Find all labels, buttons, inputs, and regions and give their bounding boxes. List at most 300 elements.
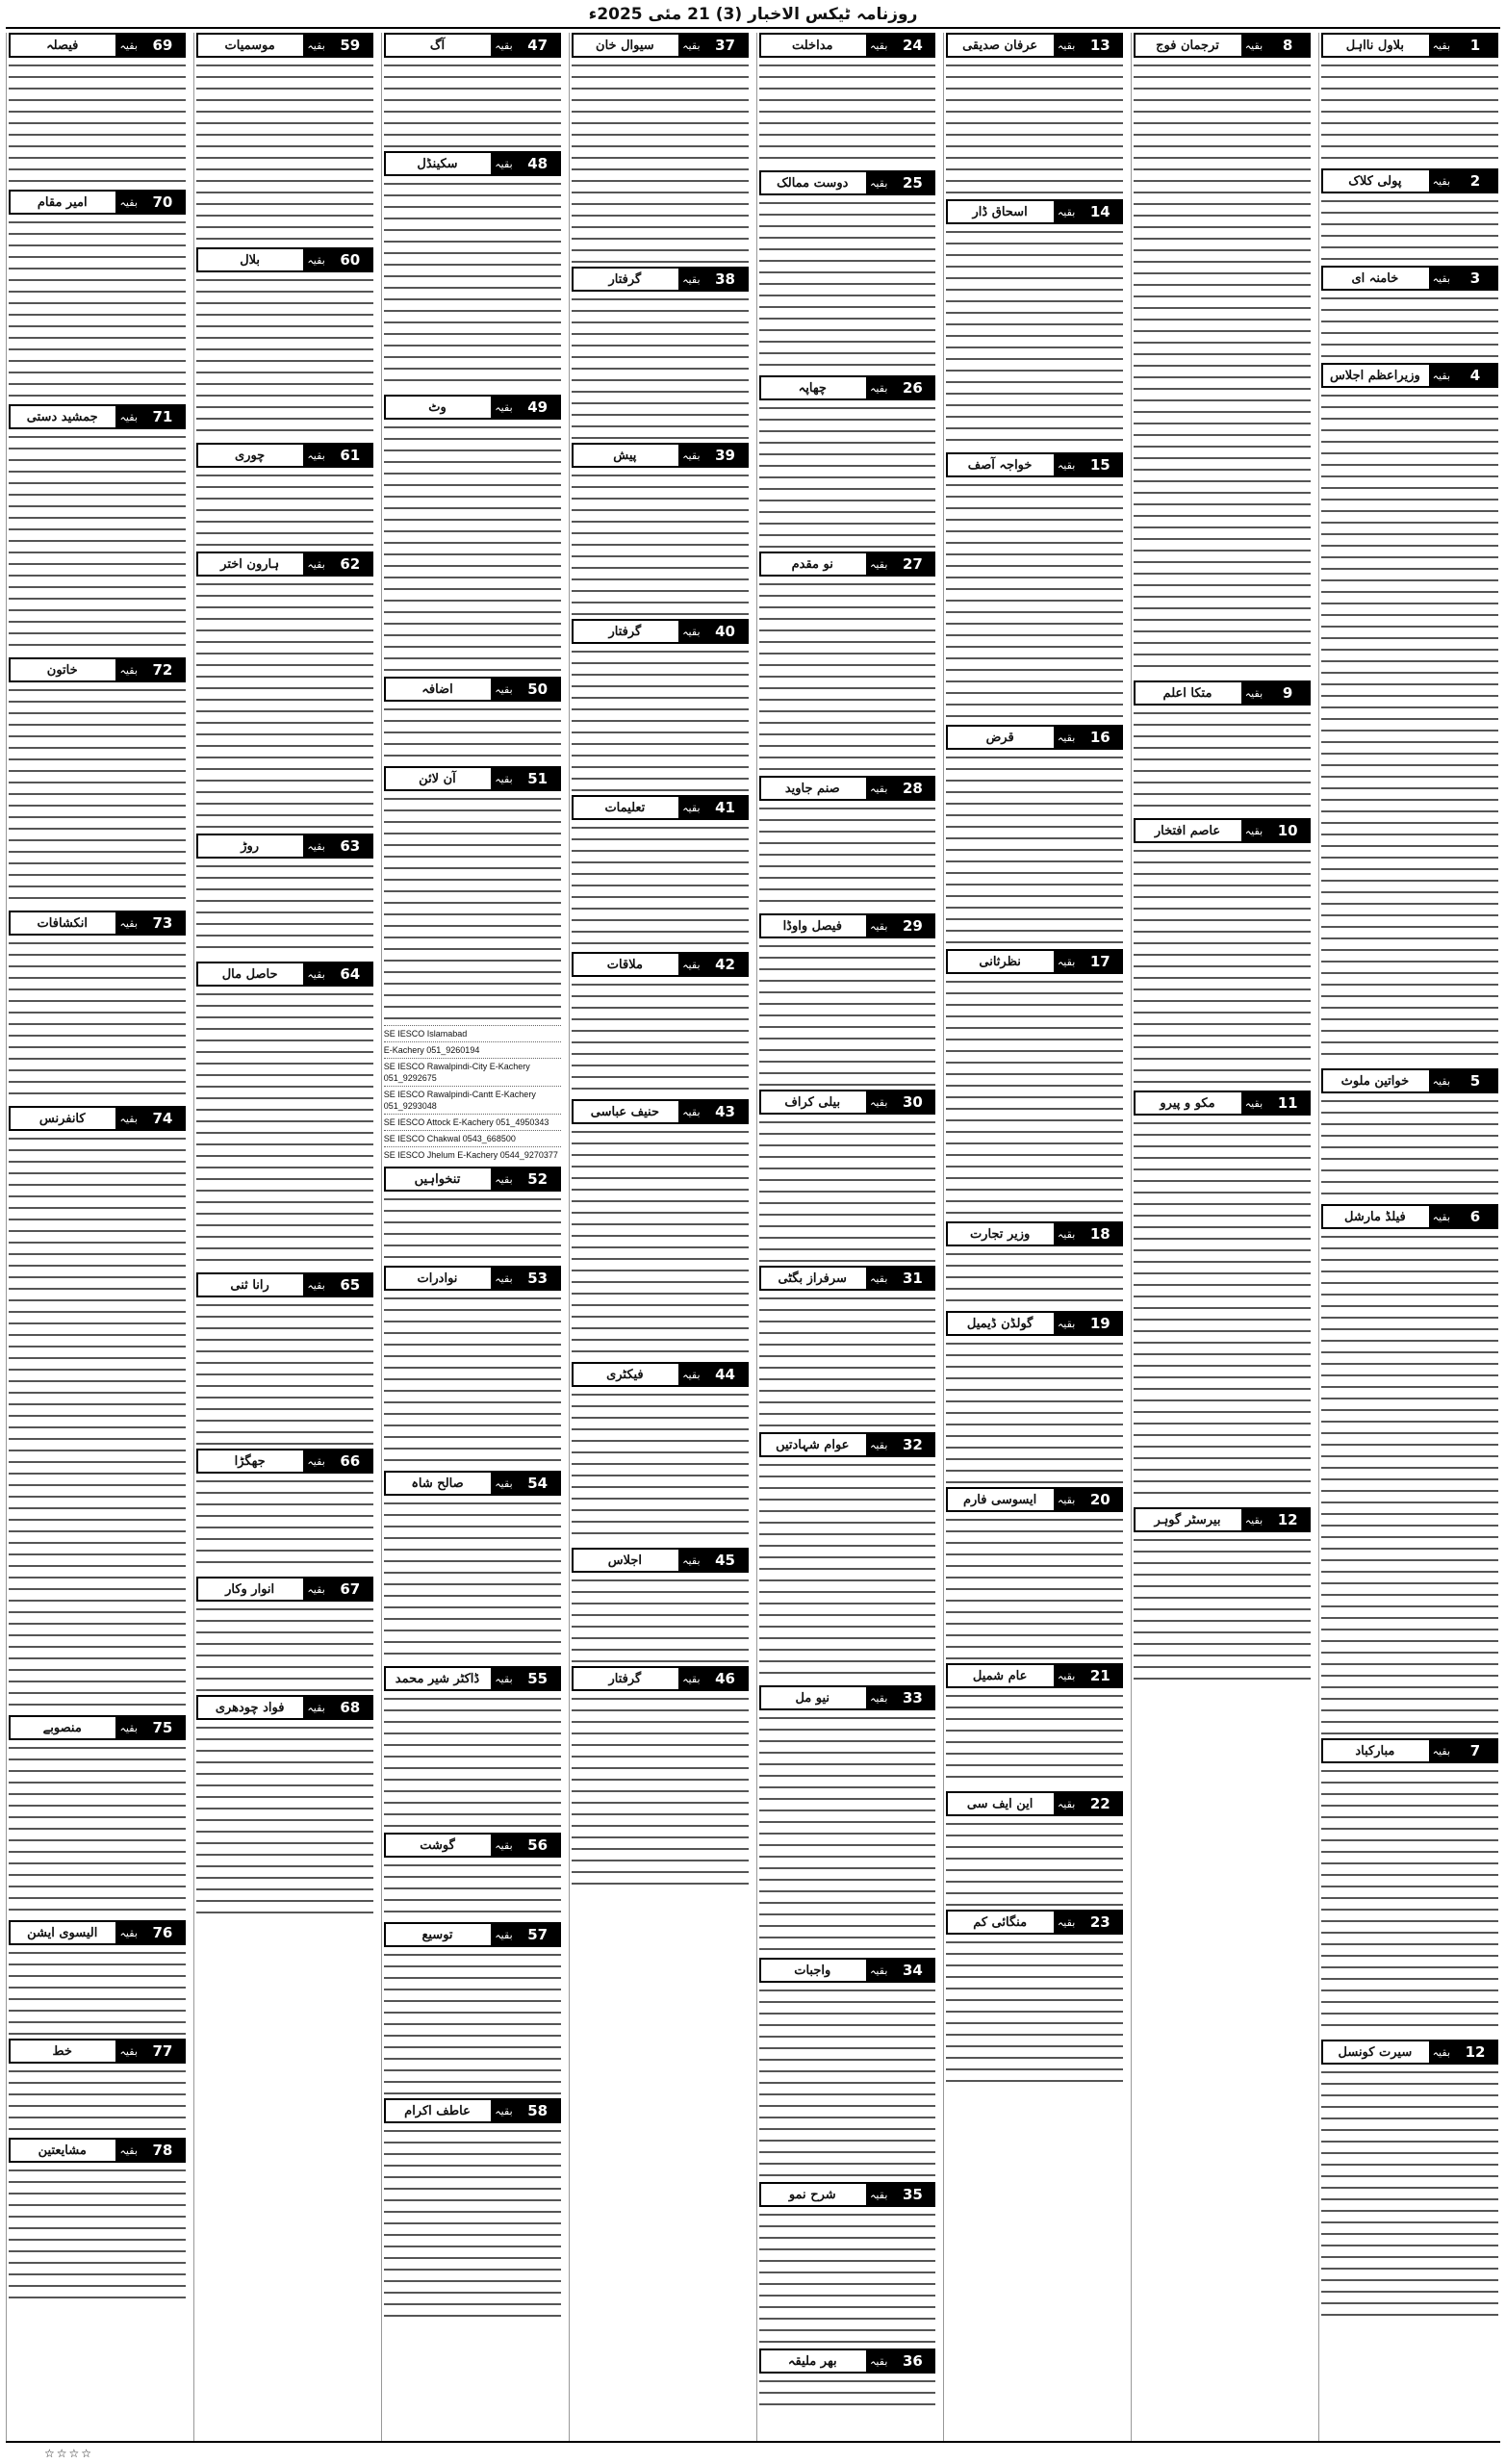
continued-tag: بقیہ (676, 1364, 703, 1385)
story-header (9, 33, 186, 58)
story-block (759, 2348, 936, 2405)
continued-tag: بقیہ (1427, 2041, 1454, 2063)
story-body (1134, 1535, 1311, 1689)
story-block (384, 677, 561, 762)
story-body (9, 1743, 186, 1916)
story-block (9, 404, 186, 654)
story-title: واجبات (794, 1963, 831, 1978)
story-title: بلال (240, 252, 261, 268)
story-header (946, 1663, 1123, 1688)
story-body (384, 705, 561, 762)
story-body (946, 1938, 1123, 2092)
story-number: 42 (704, 954, 747, 975)
story-title: عاطف اکرام (404, 2103, 471, 2118)
story-body (572, 1694, 749, 1886)
continued-tag: بقیہ (489, 153, 516, 174)
story-block (759, 1685, 936, 1954)
story-number: 45 (704, 1550, 747, 1571)
story-body (196, 1300, 373, 1445)
story-body (572, 823, 749, 948)
continued-tag: بقیہ (489, 768, 516, 789)
story-block (1134, 680, 1311, 814)
story-body (759, 804, 936, 910)
story-header (946, 199, 1123, 224)
story-body (384, 1694, 561, 1829)
story-title: خواتین ملوث (1340, 1073, 1410, 1089)
continued-tag: بقیہ (114, 912, 140, 934)
continued-tag: بقیہ (301, 35, 328, 56)
story-number: 36 (891, 2350, 933, 2372)
continued-tag: بقیہ (114, 2040, 140, 2062)
story-block (572, 267, 749, 439)
story-title: ملاقات (606, 957, 643, 972)
story-header (759, 2182, 936, 2207)
story-number: 39 (704, 445, 747, 466)
story-block (572, 619, 749, 791)
story-title: مکو و پیرو (1160, 1095, 1215, 1111)
story-block (196, 1449, 373, 1573)
story-body (196, 861, 373, 958)
story-body (196, 1476, 373, 1573)
story-body (759, 1713, 936, 1954)
dateline: روزنامہ ٹیکس الاخبار (3) 21 مئی 2025ء (6, 0, 1500, 29)
story-block (572, 443, 749, 615)
story-title: وزیر تجارت (969, 1226, 1031, 1242)
story-header (1321, 2040, 1498, 2065)
story-body (946, 1515, 1123, 1659)
story-block (759, 1432, 936, 1681)
story-title: مشایعتین (38, 2143, 87, 2158)
story-body (759, 941, 936, 1086)
story-body (196, 579, 373, 830)
story-title: سیوال خان (596, 38, 654, 53)
story-block (384, 151, 561, 391)
continued-tag: بقیہ (864, 172, 891, 193)
story-header (1134, 1091, 1311, 1116)
continued-tag: بقیہ (114, 1717, 140, 1738)
story-header (572, 795, 749, 820)
story-number: 15 (1079, 454, 1121, 475)
continued-tag: بقیہ (1052, 1489, 1079, 1510)
story-title: ڈاکٹر شیر محمد (395, 1671, 480, 1686)
continued-tag: بقیہ (1427, 35, 1454, 56)
continued-tag: بقیہ (114, 192, 140, 213)
story-header (759, 1090, 936, 1115)
story-title: عام شمیل (972, 1668, 1028, 1683)
story-number: 22 (1079, 1793, 1121, 1814)
continued-tag: بقیہ (301, 445, 328, 466)
story-header (1321, 168, 1498, 193)
story-body (759, 2210, 936, 2345)
continued-tag: بقیہ (301, 1450, 328, 1472)
story-body (1321, 294, 1498, 359)
story-title: فواد چودھری (215, 1700, 285, 1715)
story-header (9, 911, 186, 936)
story-number: 30 (891, 1091, 933, 1113)
story-body (572, 61, 749, 263)
story-body (1134, 1118, 1311, 1503)
story-number: 66 (329, 1450, 371, 1472)
story-block (384, 1266, 561, 1467)
story-block (572, 1548, 749, 1662)
story-block (384, 1471, 561, 1662)
story-header (384, 1666, 561, 1691)
story-block (1134, 818, 1311, 1087)
story-body (946, 480, 1123, 721)
story-header (759, 1432, 936, 1457)
story-title: خواجہ آصف (967, 457, 1033, 473)
continued-tag: بقیہ (1427, 170, 1454, 192)
story-header (1134, 33, 1311, 58)
story-body (196, 1723, 373, 1915)
story-number: 29 (891, 915, 933, 937)
story-number: 35 (891, 2184, 933, 2205)
story-body (9, 218, 186, 400)
story-number: 75 (141, 1717, 184, 1738)
story-title: ایسوسی فارم (962, 1492, 1037, 1507)
story-block (1134, 33, 1311, 677)
story-title: انکشافات (37, 915, 88, 931)
story-title: عرفان صدیقی (962, 38, 1038, 53)
story-title: رانا ثنی (230, 1277, 269, 1293)
story-body (384, 1194, 561, 1262)
story-title: موسمیات (224, 38, 275, 53)
continued-tag: بقیہ (489, 397, 516, 418)
story-title: فیصل واوڈا (782, 918, 842, 934)
story-header (1134, 1507, 1311, 1532)
story-number: 73 (141, 912, 184, 934)
continued-tag: بقیہ (1427, 1740, 1454, 1761)
story-title: فیکٹری (606, 1367, 644, 1382)
story-header (759, 170, 936, 195)
story-body (9, 432, 186, 654)
news-column (193, 33, 375, 2441)
story-number: 53 (517, 1268, 559, 1289)
story-number: 23 (1079, 1912, 1121, 1933)
continued-tag: بقیہ (1052, 1912, 1079, 1933)
story-body (946, 977, 1123, 1218)
story-header (572, 952, 749, 977)
story-title: انوار وکار (225, 1581, 275, 1597)
story-number: 32 (891, 1434, 933, 1455)
contact-line: SE IESCO Jhelum E-Kachery 0544_9270377 (384, 1146, 561, 1163)
continued-tag: بقیہ (1239, 35, 1266, 56)
continued-tag: بقیہ (1427, 365, 1454, 386)
story-number: 16 (1079, 727, 1121, 748)
story-number: 38 (704, 269, 747, 290)
contact-line: SE IESCO Rawalpindi-City E-Kachery 051_9292675 (384, 1058, 561, 1086)
story-number: 14 (1079, 201, 1121, 222)
story-title: گرفتار (608, 624, 642, 639)
story-block (9, 911, 186, 1102)
story-number: 2 (1454, 170, 1496, 192)
continued-tag: بقیہ (301, 835, 328, 857)
story-header (1321, 266, 1498, 291)
story-body (946, 1691, 1123, 1787)
story-number: 12 (1266, 1509, 1309, 1530)
continued-tag: بقیہ (114, 659, 140, 680)
story-number: 12 (1454, 2041, 1496, 2063)
story-title: سرفراز بگٹی (778, 1270, 847, 1286)
story-header (1321, 33, 1498, 58)
story-title: صالح شاہ (411, 1476, 464, 1491)
contact-line: SE IESCO Chakwal 0543_668500 (384, 1130, 561, 1146)
continued-tag: بقیہ (301, 1578, 328, 1600)
story-number: 8 (1266, 35, 1309, 56)
story-number: 48 (517, 153, 559, 174)
story-block (9, 657, 186, 907)
story-header (384, 677, 561, 702)
continued-tag: بقیہ (1052, 201, 1079, 222)
story-title: بلاول نااہل (1345, 38, 1404, 53)
continued-tag: بقیہ (489, 1835, 516, 1856)
story-header (759, 33, 936, 58)
continued-tag: بقیہ (1052, 1665, 1079, 1686)
story-header (1321, 1204, 1498, 1229)
story-number: 9 (1266, 682, 1309, 704)
story-number: 1 (1454, 35, 1496, 56)
story-title: سیرت کونسل (1338, 2044, 1413, 2060)
story-title: آگ (429, 38, 446, 53)
story-header (759, 552, 936, 577)
news-column (569, 33, 751, 2441)
continued-tag: بقیہ (864, 377, 891, 398)
story-block (946, 725, 1123, 945)
story-title: آن لائن (419, 771, 456, 786)
story-block (196, 962, 373, 1269)
story-number: 57 (517, 1924, 559, 1945)
story-block (572, 1099, 749, 1358)
story-title: اسحاق ڈار (972, 204, 1028, 219)
story-body (1134, 61, 1311, 677)
story-header (946, 1910, 1123, 1935)
story-body (9, 1948, 186, 2035)
story-body (9, 1134, 186, 1711)
story-title: سکینڈل (417, 156, 458, 171)
story-body (572, 295, 749, 439)
continued-tag: بقیہ (301, 963, 328, 985)
story-title: نظرثانی (979, 954, 1021, 969)
story-title: اجلاس (607, 1553, 642, 1568)
story-block (946, 1311, 1123, 1483)
story-number: 69 (141, 35, 184, 56)
story-header (196, 834, 373, 859)
story-header (384, 1167, 561, 1192)
story-title: امیر مقام (37, 194, 88, 210)
story-title: قرض (985, 730, 1014, 745)
story-title: عاصم افتخار (1154, 823, 1221, 838)
story-block (1321, 363, 1498, 1065)
continued-tag: بقیہ (489, 35, 516, 56)
story-block (946, 452, 1123, 721)
continued-tag: بقیہ (864, 35, 891, 56)
story-header (384, 1266, 561, 1291)
continued-tag: بقیہ (1052, 1313, 1079, 1334)
story-title: نو مقدم (791, 556, 833, 572)
continued-tag: بقیہ (676, 1550, 703, 1571)
story-number: 59 (329, 35, 371, 56)
story-header (946, 1487, 1123, 1512)
story-number: 64 (329, 963, 371, 985)
story-title: فیصلہ (46, 38, 79, 53)
story-block (384, 395, 561, 673)
story-block (759, 2182, 936, 2345)
story-body (759, 61, 936, 167)
news-column (756, 33, 938, 2441)
story-header (759, 1685, 936, 1710)
story-header (759, 375, 936, 400)
story-body (384, 1294, 561, 1467)
continued-tag: بقیہ (864, 1687, 891, 1708)
story-title: نوادرات (417, 1270, 458, 1286)
continued-tag: بقیہ (864, 1268, 891, 1289)
story-header (9, 1715, 186, 1740)
story-header (759, 2348, 936, 2374)
continued-tag: بقیہ (676, 954, 703, 975)
story-title: پیش (613, 448, 637, 463)
story-header (196, 247, 373, 272)
story-body (9, 2066, 186, 2134)
story-title: حنیف عباسی (590, 1104, 659, 1119)
story-title: اضافہ (421, 681, 453, 697)
story-block (9, 1715, 186, 1916)
story-header (384, 2098, 561, 2123)
story-number: 76 (141, 1922, 184, 1943)
story-body (9, 938, 186, 1102)
story-title: عوام شہادتیں (776, 1437, 850, 1452)
story-body (946, 753, 1123, 945)
story-header (9, 190, 186, 215)
story-block (1321, 266, 1498, 359)
story-block (9, 2138, 186, 2300)
continued-tag: بقیہ (1052, 35, 1079, 56)
story-number: 24 (891, 35, 933, 56)
story-title: ہارون اختر (220, 556, 280, 572)
story-header (946, 725, 1123, 750)
story-title: گرفتار (608, 1671, 642, 1686)
continued-tag: بقیہ (676, 621, 703, 642)
story-header (384, 1471, 561, 1496)
story-body (759, 1986, 936, 2178)
story-block (759, 1266, 936, 1428)
story-number: 17 (1079, 951, 1121, 972)
contact-line: SE IESCO Islamabad (384, 1025, 561, 1041)
story-header (572, 619, 749, 644)
continued-tag: بقیہ (114, 35, 140, 56)
story-number: 63 (329, 835, 371, 857)
story-block (1321, 1068, 1498, 1200)
story-number: 37 (704, 35, 747, 56)
continued-tag: بقیہ (301, 249, 328, 270)
story-number: 61 (329, 445, 371, 466)
story-title: خامنہ ای (1351, 270, 1399, 286)
story-body (1321, 61, 1498, 165)
story-block (572, 795, 749, 948)
story-body (1321, 391, 1498, 1065)
story-columns (6, 33, 1500, 2441)
story-block (946, 1663, 1123, 1787)
story-number: 25 (891, 172, 933, 193)
continued-tag: بقیہ (1427, 1070, 1454, 1091)
story-header (572, 443, 749, 468)
story-header (196, 1272, 373, 1297)
story-title: متکا اعلم (1162, 685, 1212, 701)
story-body (196, 471, 373, 548)
story-block (9, 190, 186, 400)
story-title: منصوبے (42, 1720, 82, 1735)
story-block (196, 247, 373, 439)
story-header (946, 949, 1123, 974)
story-block (1134, 1091, 1311, 1503)
story-body (196, 275, 373, 439)
story-title: وٹ (428, 399, 447, 415)
story-body (759, 198, 936, 372)
story-body (384, 61, 561, 147)
story-number: 70 (141, 192, 184, 213)
story-title: گرفتار (608, 271, 642, 287)
story-header (572, 1548, 749, 1573)
story-body (946, 1249, 1123, 1307)
story-block (946, 1910, 1123, 2092)
story-body (946, 61, 1123, 195)
story-header (946, 1791, 1123, 1816)
continued-tag: بقیہ (1239, 1092, 1266, 1114)
story-number: 33 (891, 1687, 933, 1708)
continued-tag: بقیہ (864, 915, 891, 937)
news-column (381, 33, 563, 2441)
contact-line: SE IESCO Rawalpindi-Cantt E-Kachery 051_9293048 (384, 1086, 561, 1114)
story-body (572, 1576, 749, 1662)
story-number: 65 (329, 1274, 371, 1296)
story-number: 40 (704, 621, 747, 642)
story-block (196, 33, 373, 244)
story-block (196, 1577, 373, 1691)
story-block (196, 1695, 373, 1915)
continued-tag: بقیہ (864, 1091, 891, 1113)
story-body (759, 2376, 936, 2405)
story-block (196, 834, 373, 958)
continued-tag: بقیہ (1427, 268, 1454, 289)
story-block (572, 33, 749, 263)
continued-tag: بقیہ (676, 1101, 703, 1122)
story-header (946, 452, 1123, 477)
story-number: 41 (704, 797, 747, 818)
story-title: تنخواہیں (414, 1171, 461, 1187)
story-body (572, 647, 749, 791)
story-block (946, 199, 1123, 449)
story-body (9, 61, 186, 186)
story-title: نیو مل (795, 1690, 830, 1706)
story-title: این ایف سی (966, 1796, 1034, 1811)
story-number: 72 (141, 659, 184, 680)
continued-tag: بقیہ (489, 2100, 516, 2121)
story-body (384, 794, 561, 1025)
story-number: 3 (1454, 268, 1496, 289)
story-number: 67 (329, 1578, 371, 1600)
story-title: گولڈن ڈیمیل (966, 1316, 1034, 1331)
continued-tag: بقیہ (864, 553, 891, 575)
story-number: 55 (517, 1668, 559, 1689)
story-title: تعلیمات (604, 800, 646, 815)
page-footer: ☆☆☆☆ (6, 2441, 1500, 2464)
story-body (759, 579, 936, 772)
story-body (759, 1117, 936, 1262)
story-title: پولی کلاک (1348, 173, 1402, 189)
continued-tag: بقیہ (301, 1697, 328, 1718)
story-header (759, 1266, 936, 1291)
continued-tag: بقیہ (301, 553, 328, 575)
story-header (384, 33, 561, 58)
